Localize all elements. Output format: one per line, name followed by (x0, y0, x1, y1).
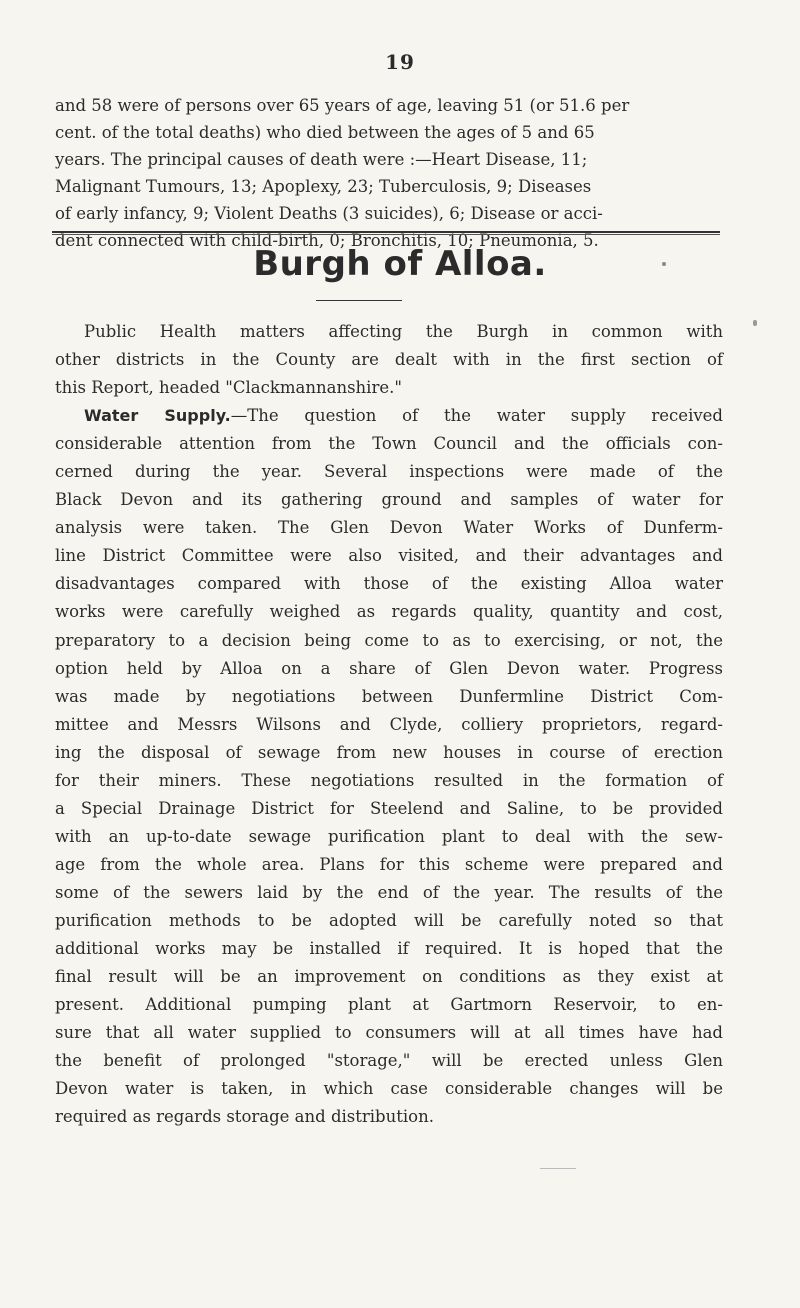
text-line: Public Health matters affecting the Burgh in common with (84, 322, 723, 341)
text-line: cent. of the total deaths) who died between the ages of 5 and 65 (55, 123, 595, 142)
page-number: 19 (385, 50, 415, 74)
text-line: cerned during the year. Several inspections were made of the (55, 462, 723, 482)
heading-underline (316, 300, 402, 301)
text-line: works were carefully weighed as regards quality, quantity and cost, (55, 602, 723, 622)
text-line: purification methods to be adopted will be carefully noted so that (55, 910, 723, 930)
text-line: this Report, headed "Clackmannanshire." (55, 378, 402, 398)
text-line: and 58 were of persons over 65 years of age, leaving 51 (or 51.6 per (55, 96, 630, 115)
text-line: final result will be an improvement on conditions as they exist at (55, 967, 723, 987)
text-line: with an up-to-date sewage purification plant to deal with the sew- (55, 826, 723, 846)
water-supply-subheading: Water Supply. (84, 406, 231, 426)
text-line: the benefit of prolonged "storage," will be erected unless Glen (55, 1051, 723, 1071)
print-speck (753, 320, 757, 326)
text-line: option held by Alloa on a share of Glen Devon water. Progress (55, 658, 723, 678)
text-line: considerable attention from the Town Council and the officials con- (55, 434, 723, 454)
section-body (55, 318, 723, 1131)
text-line: of early infancy, 9; Violent Deaths (3 suicides), 6; Disease or acci- (55, 204, 603, 223)
section-divider (52, 231, 720, 235)
text-line: for their miners. These negotiations resulted in the formation of (55, 770, 723, 790)
section-heading: Burgh of Alloa. (253, 244, 547, 284)
text-line: a Special Drainage District for Steelend and Saline, to be provided (55, 798, 723, 818)
text-line: required as regards storage and distribution. (55, 1107, 434, 1127)
print-smudge (540, 1168, 576, 1169)
text-line: additional works may be installed if required. It is hoped that the (55, 939, 723, 959)
text-line: Malignant Tumours, 13; Apoplexy, 23; Tuberculosis, 9; Diseases (55, 177, 592, 196)
text-line: disadvantages compared with those of the existing Alloa water (55, 574, 723, 594)
text-line: sure that all water supplied to consumers will at all times have had (55, 1023, 723, 1043)
text-line: mittee and Messrs Wilsons and Clyde, colliery proprietors, regard- (55, 714, 723, 734)
text-line: analysis were taken. The Glen Devon Water Works of Dunferm- (55, 518, 723, 538)
text-line: some of the sewers laid by the end of the year. The results of the (55, 882, 723, 902)
text-line: age from the whole area. Plans for this scheme were prepared and (55, 854, 723, 874)
intro-paragraph (55, 92, 720, 254)
text-line: years. The principal causes of death were :—Heart Disease, 11; (55, 150, 588, 169)
text-line: Black Devon and its gathering ground and samples of water for (55, 490, 723, 510)
text-line: line District Committee were also visited, and their advantages and (55, 546, 723, 566)
text-line: ing the disposal of sewage from new houses in course of erection (55, 742, 723, 762)
text-line: was made by negotiations between Dunfermline District Com- (55, 686, 723, 706)
text-line-content: —The question of the water supply received (230, 406, 723, 426)
text-line (55, 402, 723, 430)
text-line: other districts in the County are dealt with in the first section of (55, 350, 723, 370)
text-line: Devon water is taken, in which case considerable changes will be (55, 1079, 723, 1099)
text-line: dent connected with child-birth, 0; Bronchitis, 10; Pneumonia, 5. (55, 231, 599, 250)
text-line: preparatory to a decision being come to as to exercising, or not, the (55, 630, 723, 650)
text-line: present. Additional pumping plant at Gartmorn Reservoir, to en- (55, 995, 723, 1015)
